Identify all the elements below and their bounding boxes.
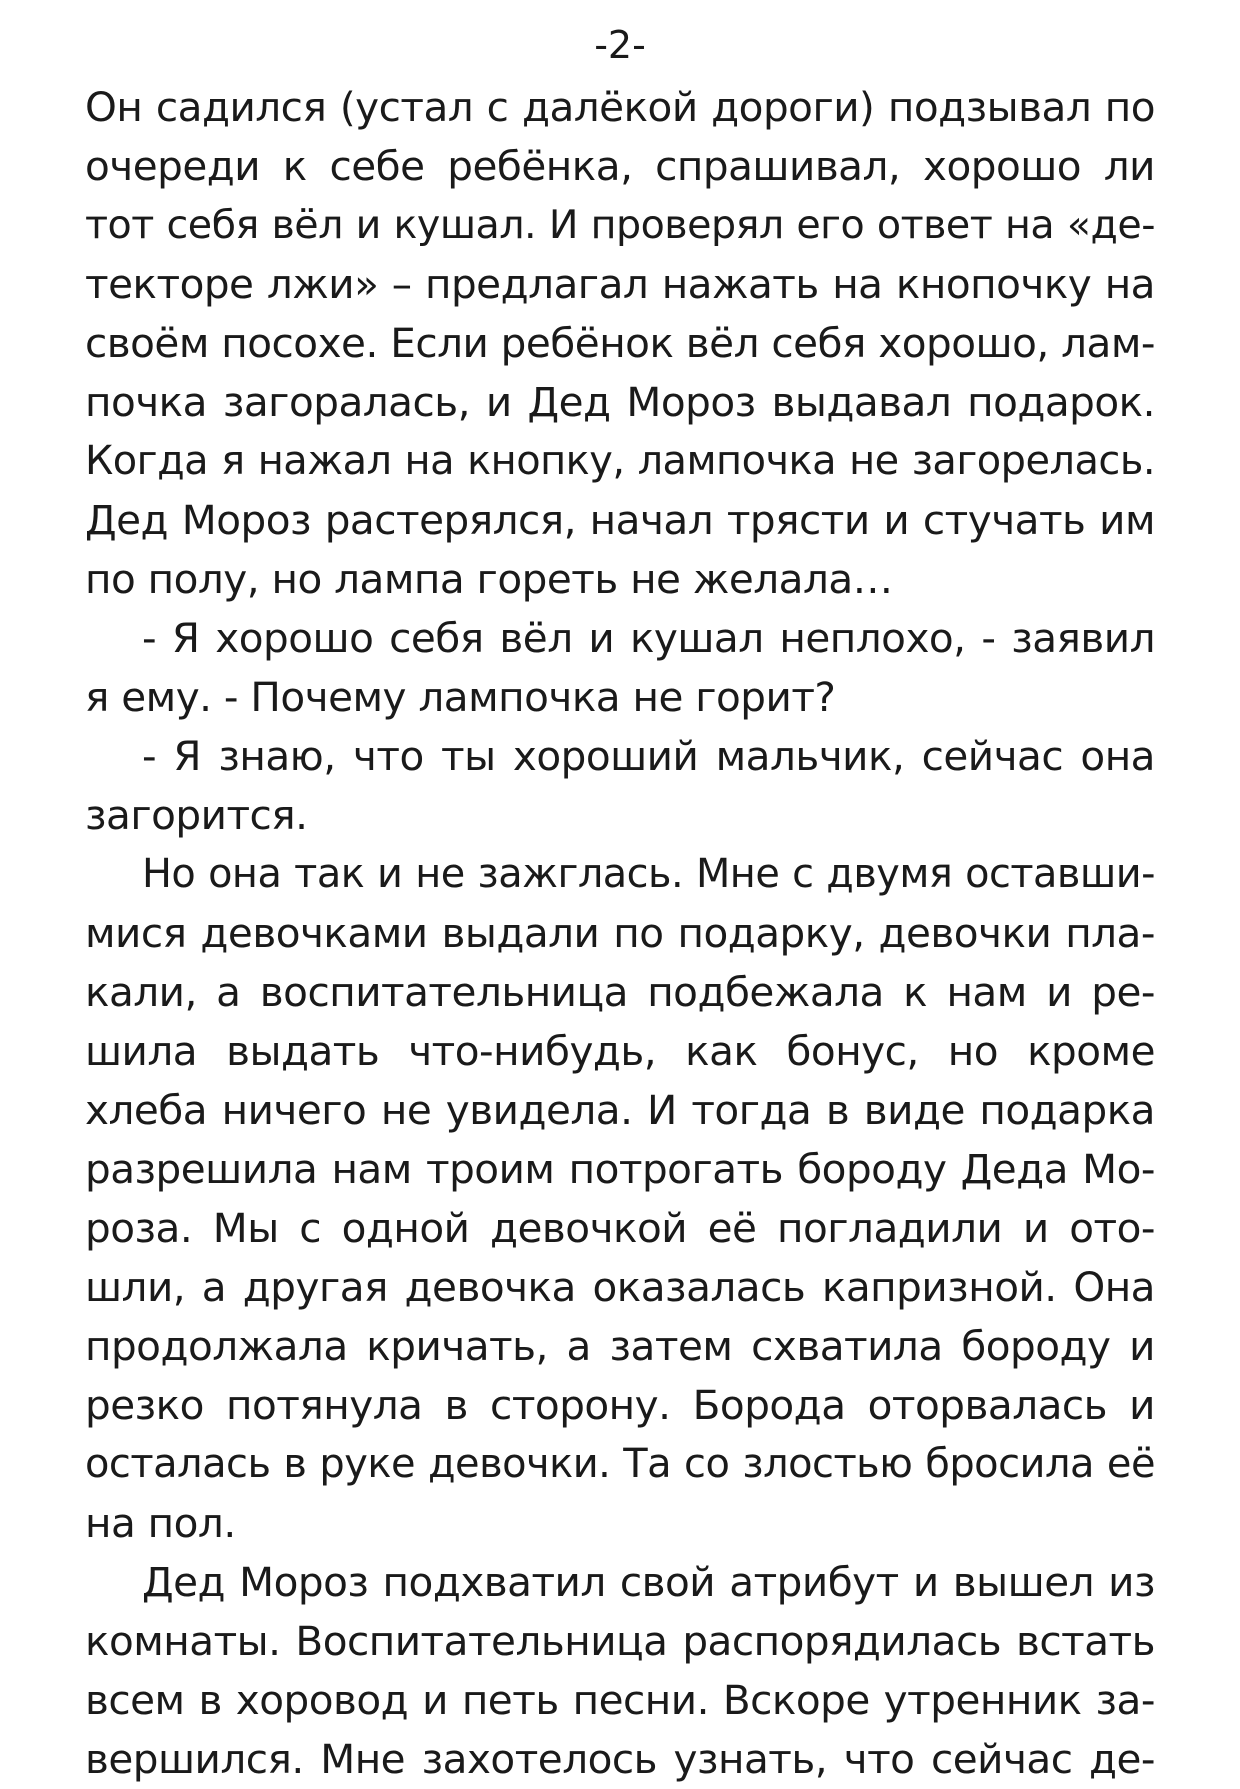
text-line: Дед Мороз растерялся, начал трясти и стучать им	[85, 496, 1155, 544]
text-line: хлеба ничего не увидела. И тогда в виде подарка	[85, 1086, 1155, 1134]
text-line: комнаты. Воспитательница распорядилась встать	[85, 1617, 1155, 1665]
text-line: очереди к себе ребёнка, спрашивал, хорошо ли	[85, 142, 1155, 190]
text-line: - Я знаю, что ты хороший мальчик, сейчас она	[142, 732, 1155, 780]
text-line: мися девочками выдали по подарку, девочки пла-	[85, 909, 1155, 957]
text-line: шли, а другая девочка оказалась капризной. Она	[85, 1263, 1155, 1311]
text-line: Когда я нажал на кнопку, лампочка не загорелась.	[85, 438, 1155, 484]
body-text	[85, 78, 1155, 1789]
text-line: всем в хоровод и петь песни. Вскоре утренник за-	[85, 1676, 1155, 1724]
page-number: -2-	[594, 23, 646, 67]
text-line: своём посохе. Если ребёнок вёл себя хорошо, лам-	[85, 319, 1155, 367]
text-line: - Я хорошо себя вёл и кушал неплохо, - заявил	[142, 614, 1155, 662]
text-line: почка загоралась, и Дед Мороз выдавал подарок.	[85, 378, 1155, 426]
text-line: по полу, но лампа гореть не желала…	[85, 555, 893, 603]
text-line: резко потянула в сторону. Борода оторвалась и	[85, 1381, 1155, 1429]
text-line: на пол.	[85, 1499, 236, 1547]
text-line: я ему. - Почему лампочка не горит?	[85, 673, 836, 721]
text-line: Он садился (устал с далёкой дороги) подзывал по	[85, 83, 1155, 131]
text-line: осталась в руке девочки. Та со злостью бросила её	[85, 1441, 1155, 1487]
text-line: тот себя вёл и кушал. И проверял его ответ на «де-	[85, 202, 1155, 248]
text-line: разрешила нам троим потрогать бороду Деда Мо-	[85, 1145, 1155, 1193]
text-line: Но она так и не зажглась. Мне с двумя оставши-	[142, 851, 1155, 897]
text-line: кали, а воспитательница подбежала к нам и ре-	[85, 968, 1155, 1016]
text-line: текторе лжи» – предлагал нажать на кнопочку на	[85, 260, 1155, 308]
text-line: шила выдать что-нибудь, как бонус, но кроме	[85, 1027, 1155, 1075]
text-line: продолжала кричать, а затем схватила бороду и	[85, 1322, 1155, 1370]
text-line: вершился. Мне захотелось узнать, что сейчас де-	[85, 1735, 1155, 1783]
text-line: роза. Мы с одной девочкой её погладили и ото-	[85, 1204, 1155, 1252]
text-line: Дед Мороз подхватил свой атрибут и вышел из	[142, 1558, 1155, 1606]
text-line: загорится.	[85, 791, 308, 839]
